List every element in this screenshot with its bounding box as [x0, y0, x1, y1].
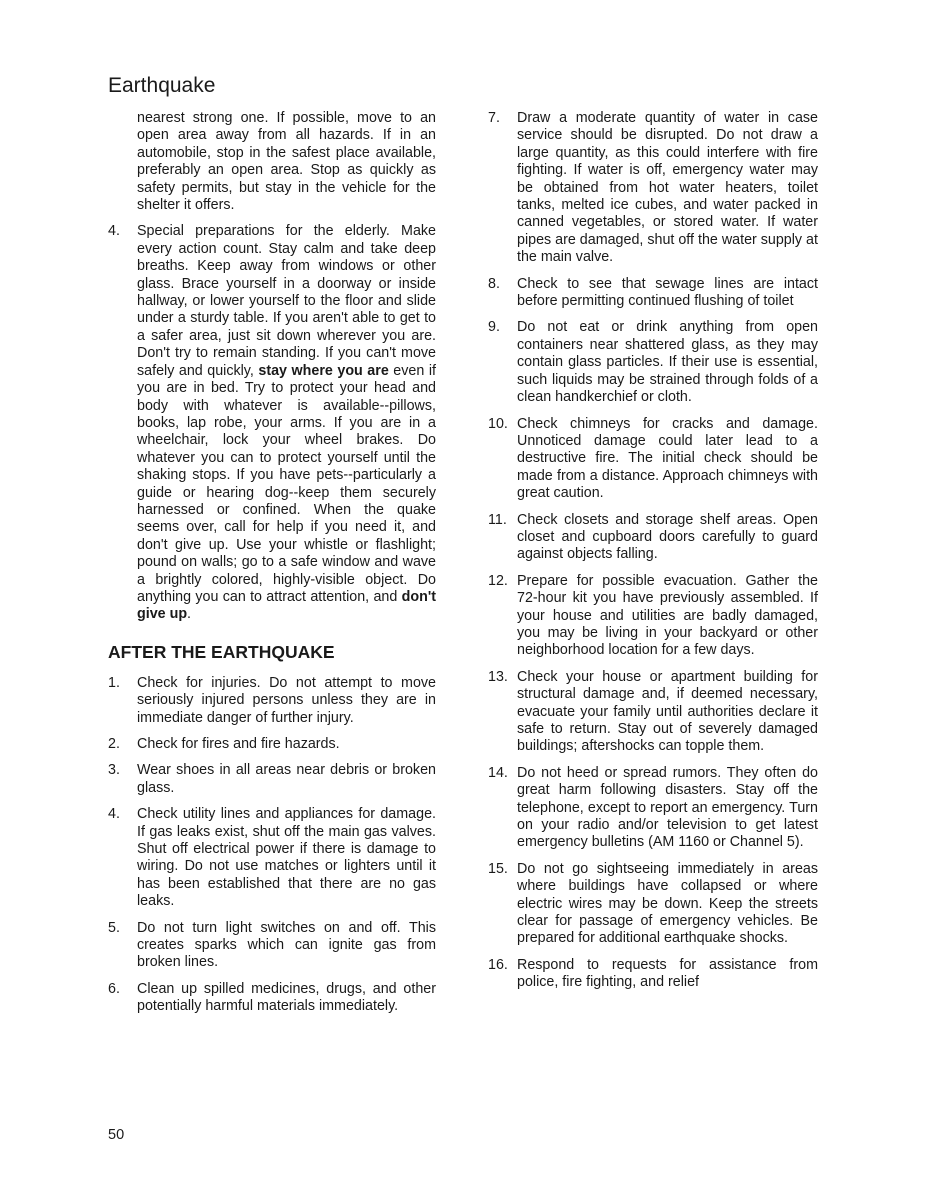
- list-item: [108, 223, 436, 623]
- item-text: Check chimneys for cracks and damage. Unnoticed damage could later lead to a destructive fire. The initial check should be made from a distance. Approach chimneys with great caution.: [517, 415, 818, 502]
- item-text: Do not eat or drink anything from open containers near shattered glass, as they may contain glass particles. If their use is essential, such liquids may be strained through folds of a clean handkerchief or cloth.: [517, 319, 818, 406]
- item-text: Respond to requests for assistance from police, fire fighting, and relief: [517, 956, 818, 991]
- item-text: [137, 223, 436, 623]
- item-number: 5.: [108, 919, 120, 936]
- section-heading: AFTER THE EARTHQUAKE: [108, 641, 335, 662]
- list-item: [108, 806, 436, 910]
- page-title: Earthquake: [108, 74, 216, 97]
- item-text: Check to see that sewage lines are intact before permitting continued flushing of toilet: [517, 275, 818, 310]
- list-item: [488, 573, 818, 660]
- item-number: 2.: [108, 736, 120, 752]
- list-item: [108, 762, 436, 797]
- item-number: 13.: [488, 668, 508, 685]
- list-item: [108, 981, 436, 1016]
- item-text: Do not go sightseeing immediately in areas where buildings have collapsed or where electric wires may be down. Keep the streets clear for passage of emergency vehicles. Be prepared for additional earthquake shocks.: [517, 860, 818, 947]
- item-text: Draw a moderate quantity of water in case service should be disrupted. Do not draw a large quantity, as this could interfere with fire fighting. If water is off, emergency water may be obtained from hot water heaters, toilet tanks, melted ice cubes, and water packed in canned vegetables, or stored water. If water pipes are damaged, shut off the water supply at the main valve.: [517, 110, 818, 266]
- item-number: 7.: [488, 110, 500, 126]
- item-number: 6.: [108, 980, 120, 997]
- item-text-part: .: [187, 606, 192, 623]
- item-text: Do not heed or spread rumors. They often do great harm following disasters. Stay off the telephone, except to report an emergency. Turn on your radio and/or television to get latest emergency bulletins (AM 1160 or Channel 5).: [517, 764, 818, 851]
- list-item: [488, 957, 818, 992]
- item-number: 16.: [488, 956, 508, 973]
- item-text: Prepare for possible evacuation. Gather the 72-hour kit you have previously assembled. If your house and utilities are badly damaged, you may be living in your backyard or other neighborhood location for a few days.: [517, 572, 818, 659]
- item-text: Clean up spilled medicines, drugs, and other potentially harmful materials immediately.: [137, 980, 436, 1015]
- item-number: 4.: [108, 223, 120, 240]
- item-text: Check utility lines and appliances for damage. If gas leaks exist, shut off the main gas valves. Shut off electrical power if there is damage to wiring. Do not use matches or lighters until it has been established that there are no gas leaks.: [137, 806, 436, 910]
- emphasis-text: don't give up: [137, 588, 436, 623]
- item-number: 1.: [108, 674, 120, 691]
- emphasis-text: stay where you are: [258, 362, 389, 379]
- item-text: Check your house or apartment building for structural damage and, if deemed necessary, evacuate your family until authorities declare it safe to return. Stay out of severely damaged buildings; aftershocks can topple them.: [517, 668, 818, 755]
- item-text: Check closets and storage shelf areas. Open closet and cupboard doors carefully to guard against objects falling.: [517, 511, 818, 563]
- item-number: 4.: [108, 806, 120, 823]
- item-number: 10.: [488, 415, 508, 432]
- list-item: [488, 861, 818, 948]
- item-number: 12.: [488, 572, 508, 589]
- list-item: [488, 319, 818, 406]
- list-item: [488, 416, 818, 503]
- item-number: 15.: [488, 860, 508, 877]
- item-number: 14.: [488, 764, 508, 781]
- list-item: [108, 736, 436, 753]
- list-item: [488, 110, 818, 267]
- item-number: 9.: [488, 319, 500, 336]
- list-item: [108, 920, 436, 972]
- list-item: [488, 276, 818, 311]
- continuation-paragraph: nearest strong one. If possible, move to an open area away from all hazards. If in an automobile, stop in the safest place available, preferably an open area. Stop as quickly as safety permits, but stay in the vehicle for the shelter it offers.: [137, 110, 436, 214]
- list-item: [108, 675, 436, 727]
- list-item: [488, 512, 818, 564]
- item-number: 11.: [488, 511, 507, 528]
- item-number: 3.: [108, 762, 120, 779]
- right-column: [488, 110, 818, 1001]
- item-text: Do not turn light switches on and off. This creates sparks which can ignite gas from broken lines.: [137, 919, 436, 971]
- item-number: 8.: [488, 275, 500, 292]
- list-item: [488, 765, 818, 852]
- left-column: [108, 110, 436, 1025]
- item-text: Wear shoes in all areas near debris or broken glass.: [137, 762, 436, 796]
- item-text: Check for fires and fire hazards.: [137, 736, 340, 752]
- item-text-part: Special preparations for the elderly. Make every action count. Stay calm and take deep breaths. Keep away from windows or other glass. Brace yourself in a doorway or inside hallway, or lower yourself to the floor and slide under a sturdy table. If you aren't able to get to a safer area, just sit down wherever you are. Don't try to remain standing. If you can't move safely and quickly,: [137, 223, 436, 379]
- item-text: Check for injuries. Do not attempt to move seriously injured persons unless they are in immediate danger of further injury.: [137, 674, 436, 726]
- list-item: [488, 669, 818, 756]
- page-number: 50: [108, 1127, 125, 1143]
- item-text-part: even if you are in bed. Try to protect your head and body with whatever is available--pillows, books, lap robe, your arms. If you are in a wheelchair, lock your wheel brakes. Do whatever you can to protect yourself until the shaking stops. If you have pets--particularly a guide or hearing dog--keep them securely harnessed or confined. When the quake seems over, call for help if you need it, and don't give up. Use your whistle or flashlight; pound on walls; go to a safe window and wave a brightly colored, highly-visible object. Do anything you can to attract attention, and: [137, 362, 436, 605]
